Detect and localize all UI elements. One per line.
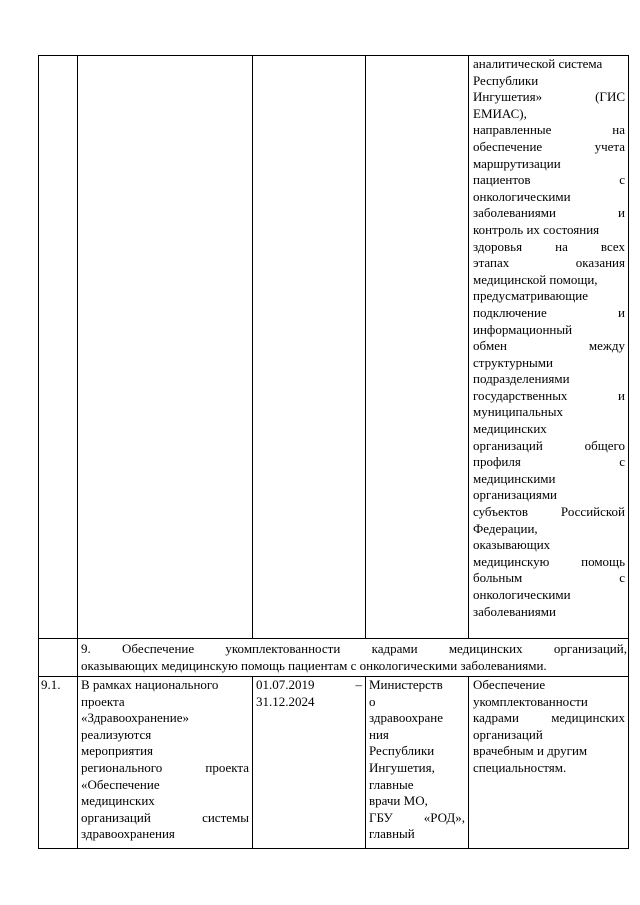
word: здоровья — [473, 238, 523, 254]
text-line — [473, 438, 625, 455]
word: помощь — [581, 553, 625, 569]
word: врачебным и другим — [473, 743, 588, 759]
word: больным — [473, 570, 523, 586]
text-line — [81, 677, 249, 694]
word: онкологическими — [473, 587, 571, 602]
word: медицинских — [81, 793, 155, 809]
text-line — [473, 537, 625, 554]
word: «Обеспечение — [81, 776, 160, 792]
word: о — [369, 693, 376, 709]
text-line — [473, 56, 625, 73]
word: с — [619, 570, 625, 586]
word: кадрами — [371, 641, 418, 656]
word: 9. — [81, 641, 91, 656]
text-line — [473, 471, 625, 488]
text-line — [473, 73, 625, 90]
text-line — [473, 189, 625, 206]
text-line — [473, 743, 625, 760]
text-line — [473, 305, 625, 322]
row-9-1-number: 9.1. — [41, 677, 61, 692]
text-line — [369, 760, 465, 777]
word: «Здравоохранение» — [81, 710, 189, 726]
word: 01.07.2019 — [256, 677, 315, 692]
section-9-heading — [81, 640, 627, 674]
word: и — [618, 304, 625, 320]
word: Ингушетия, — [369, 759, 435, 775]
text-line — [473, 760, 625, 777]
word: Федерации, — [473, 520, 538, 536]
word: субъектов — [473, 504, 529, 520]
text-line — [473, 288, 625, 305]
word: регионального — [81, 759, 163, 775]
section-9-line-2: оказывающих медицинскую помощь пациентам с онкологическими заболеваниями. — [81, 658, 547, 673]
word: организаций, — [553, 641, 627, 656]
word: проекта — [81, 693, 125, 709]
text-line — [369, 710, 465, 727]
text-line — [473, 172, 625, 189]
text-line — [473, 355, 625, 372]
word: медицинских — [551, 710, 625, 726]
text-line — [473, 139, 625, 156]
word: кадрами — [473, 710, 519, 726]
word: (ГИС — [595, 89, 625, 105]
text-line — [81, 777, 249, 794]
word: В рамках национального — [81, 677, 219, 692]
text-line — [369, 793, 465, 810]
text-line — [369, 677, 465, 694]
word: ГБУ — [369, 809, 393, 825]
word: Республики — [369, 743, 435, 759]
word: проекта — [205, 759, 249, 775]
text-line — [473, 710, 625, 727]
text-line — [473, 322, 625, 339]
text-line — [473, 570, 625, 587]
text-line — [473, 222, 625, 239]
text-line — [81, 760, 249, 777]
word: – — [355, 677, 362, 692]
word: специальностям. — [473, 759, 567, 775]
text-line — [81, 793, 249, 810]
text-line — [81, 810, 249, 827]
row-9-1-description — [81, 677, 249, 843]
text-line — [473, 371, 625, 388]
text-line — [473, 106, 625, 123]
text-line — [369, 826, 465, 843]
word: медицинскими — [473, 470, 556, 486]
word: Российской — [560, 504, 625, 520]
word: общего — [584, 437, 625, 453]
row-9-1-dates — [256, 677, 362, 710]
word: заболеваниями — [473, 205, 556, 221]
text-line — [369, 777, 465, 794]
text-line — [473, 338, 625, 355]
word: медицинских — [473, 421, 547, 437]
word: главные — [369, 776, 414, 792]
word: Обеспечение — [473, 677, 546, 692]
text-line — [473, 239, 625, 256]
text-line — [473, 404, 625, 421]
text-line — [473, 487, 625, 504]
word: системы — [202, 809, 249, 825]
text-line — [473, 727, 625, 744]
text-line — [473, 205, 625, 222]
word: врачи МО, — [369, 793, 428, 809]
text-line — [256, 677, 362, 694]
top-row-result-cell — [473, 56, 625, 620]
text-line — [473, 122, 625, 139]
text-line — [473, 255, 625, 272]
text-line — [473, 677, 625, 694]
word: между — [588, 338, 625, 354]
text-line — [81, 743, 249, 760]
text-line — [473, 604, 625, 621]
word: всех — [600, 238, 625, 254]
word: ния — [369, 726, 389, 742]
word: с — [619, 172, 625, 188]
text-line — [473, 421, 625, 438]
text-line — [369, 743, 465, 760]
text-line — [473, 504, 625, 521]
word: оказывающих — [473, 537, 551, 553]
word: с — [619, 454, 625, 470]
word: аналитической система — [473, 56, 603, 71]
word: медицинской помощи, — [473, 271, 598, 287]
word: на — [612, 122, 625, 138]
word: Министерств — [369, 677, 443, 692]
word: укомплектованности — [225, 641, 341, 656]
word: Республики — [473, 72, 539, 88]
word: пациентов — [473, 172, 531, 188]
word: и — [618, 387, 625, 403]
word: реализуются — [81, 726, 152, 742]
word: 31.12.2024 — [256, 693, 315, 709]
text-line — [81, 694, 249, 711]
text-line — [473, 272, 625, 289]
word: обеспечение — [473, 138, 543, 154]
word: организаций — [81, 809, 151, 825]
word: контроль их состояния — [473, 221, 600, 237]
word: предусматривающие — [473, 288, 588, 304]
word: организаций — [473, 726, 543, 742]
text-line — [81, 826, 249, 843]
word: здравоохранения — [81, 826, 175, 842]
word: и — [618, 205, 625, 221]
word: Обеспечение — [122, 641, 195, 656]
text-line — [473, 554, 625, 571]
word: маршрутизации — [473, 155, 561, 171]
word: подключение — [473, 304, 547, 320]
word: подразделениями — [473, 371, 570, 387]
word: обмен — [473, 338, 507, 354]
text-line — [81, 727, 249, 744]
word: муниципальных — [473, 404, 564, 420]
word: медицинских — [448, 641, 523, 656]
word: главный — [369, 826, 415, 842]
text-line — [473, 454, 625, 471]
word: медицинскую — [473, 553, 550, 569]
section-9-line-1 — [81, 640, 627, 657]
word: оказания — [575, 255, 625, 271]
word: организациями — [473, 487, 557, 503]
word: на — [555, 238, 568, 254]
word: государственных — [473, 387, 568, 403]
row-9-1-result — [473, 677, 625, 777]
word: структурными — [473, 354, 553, 370]
word: учета — [594, 138, 625, 154]
text-line — [473, 694, 625, 711]
word: информационный — [473, 321, 573, 337]
text-line — [473, 388, 625, 405]
word: укомплектованности — [473, 693, 588, 709]
word: профиля — [473, 454, 521, 470]
text-line — [369, 810, 465, 827]
text-line — [81, 710, 249, 727]
word: заболеваниями — [473, 603, 556, 619]
word: «РОД», — [423, 809, 465, 825]
text-line — [256, 694, 362, 711]
text-line — [473, 89, 625, 106]
word: организаций — [473, 437, 543, 453]
word: этапах — [473, 255, 510, 271]
word: онкологическими — [473, 188, 571, 204]
text-line — [473, 587, 625, 604]
row-9-1-responsible — [369, 677, 465, 843]
text-line — [473, 156, 625, 173]
text-line — [473, 521, 625, 538]
word: направленные — [473, 122, 552, 138]
text-line — [369, 727, 465, 744]
word: мероприятия — [81, 743, 154, 759]
word: Ингушетия» — [473, 89, 543, 105]
word: здравоохране — [369, 710, 444, 726]
text-line — [369, 694, 465, 711]
word: ЕМИАС), — [473, 105, 527, 121]
